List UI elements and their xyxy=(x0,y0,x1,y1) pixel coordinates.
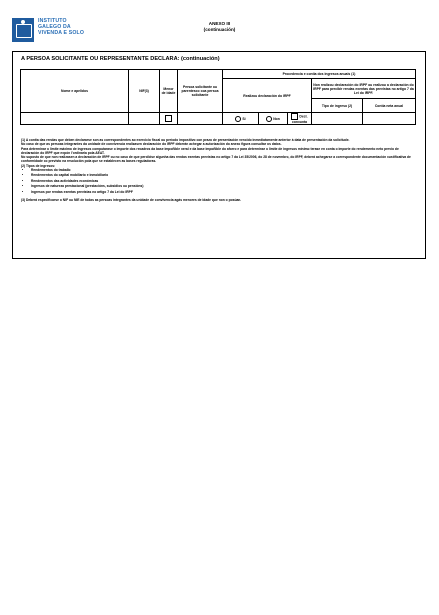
col-header-income-origin: Procedencia e contía dos ingresos anuais (1) xyxy=(223,70,416,79)
section-title: A PERSOA SOLICITANTE OU REPRESENTANTE DECLARA: (continuación) xyxy=(21,56,220,62)
col-header-minor: Menor de idade xyxy=(160,70,178,113)
col-header-income-type: Tipo de ingreso (2) xyxy=(312,99,363,113)
annex-subtitle: (continuación) xyxy=(203,27,236,32)
joint-declaration-cell xyxy=(288,113,312,125)
col-header-irpf-filed: Realizou declaración do IRPF xyxy=(223,79,312,113)
annex-title: ANEXO III xyxy=(208,21,231,26)
org-line: INSTITUTO xyxy=(38,18,67,24)
irpf-yes-label: Si xyxy=(242,116,246,121)
note-1-paragraph: No suposto de que non realizasen a declaración de IRPF ou no caso de que percibise algunha das rendas exentas previstas no artigo 7 da Lei 35/2006, do 28 de novembro, do IRPF, deberá achegarse a correspondente documentación xustificativa de conformidade co previsto na resolución pola que se establecen as bases reguladoras. xyxy=(21,155,411,164)
list-item: • Rendementos das actividades económicas xyxy=(31,179,417,184)
col-header-nif: NIF(3) xyxy=(129,70,160,113)
irpf-yes-cell xyxy=(223,113,259,125)
col-header-irpf-not-filed: Non realizou declaración do IRPF ou realizou a declaración do IRPF para percibir rendas exentas das previstas no artigo 7 da Lei do IRPF. xyxy=(312,79,416,99)
note-1-title: (1) A contía das rendas que deben declararse son as correspondentes ao exercicio fiscal ou período impositivo con prazo de presentación vencido inmediatamente anterior á data de presentación da solicitude. xyxy=(21,138,350,142)
note-2-title: (2) Tipos de ingresos: xyxy=(21,163,56,168)
col-header-name: Nome e apelidos xyxy=(21,70,129,113)
col-header-relationship: Persoa solicitante ou parentesco coa persoa solicitante xyxy=(178,70,223,113)
footnotes xyxy=(21,138,417,202)
nif-input[interactable] xyxy=(129,113,160,125)
note-3: (3) Deberá especificarse o NIF ou NIE de todas as persoas integrantes da unidade de convivencia agás menores de idade que non o posúan. xyxy=(21,198,242,203)
org-line: GALEGO DA xyxy=(38,24,71,31)
irpf-no-radio[interactable] xyxy=(266,116,272,122)
relationship-input[interactable] xyxy=(178,113,223,125)
declaration-section xyxy=(12,51,426,259)
annex-heading xyxy=(0,21,439,33)
irpf-no-label: Non xyxy=(273,116,280,121)
col-header-net-amount: Contía neta anual xyxy=(363,99,416,113)
irpf-yes-radio[interactable] xyxy=(235,116,241,122)
list-item: • Rendementos do traballo xyxy=(31,168,417,173)
org-line: VIVENDA E SOLO xyxy=(38,30,85,37)
income-table xyxy=(20,69,416,125)
joint-declaration-checkbox[interactable] xyxy=(291,113,298,120)
income-types-list xyxy=(21,168,417,195)
minor-cell xyxy=(160,113,178,125)
net-amount-input[interactable] xyxy=(363,113,416,125)
note-1-paragraph: No caso de que as persoas integrantes da unidade de convivencia realizasen declaración do IRPF deberán achegar a autorización do anexo figura consultar os datos. xyxy=(21,142,282,147)
note-1-paragraph: Para determinar o límite máximo de ingresos computarase o importe dos recadros da base impoñible xeral e da base impoñible do aforro e para determinar o límite de ingresos mínimo terase en conta o importe do rendemento neto previo de declaración do IRPF que expón l'ordinaria pola AEAT. xyxy=(21,146,399,155)
list-item: • Ingresos de natureza prestacional (prestacións, subsidios ou pensións) xyxy=(31,184,417,189)
list-item: • Ingresos por rendas exentas previstas no artigo 7 da Lei do IRPF xyxy=(31,190,417,195)
minor-checkbox[interactable] xyxy=(165,115,172,122)
joint-declaration-label: Decl. conxunta xyxy=(291,114,308,124)
name-input[interactable] xyxy=(21,113,129,125)
irpf-no-cell xyxy=(259,113,288,125)
income-type-input[interactable] xyxy=(312,113,363,125)
list-item: • Rendementos do capital mobiliario e inmobiliario xyxy=(31,173,417,178)
